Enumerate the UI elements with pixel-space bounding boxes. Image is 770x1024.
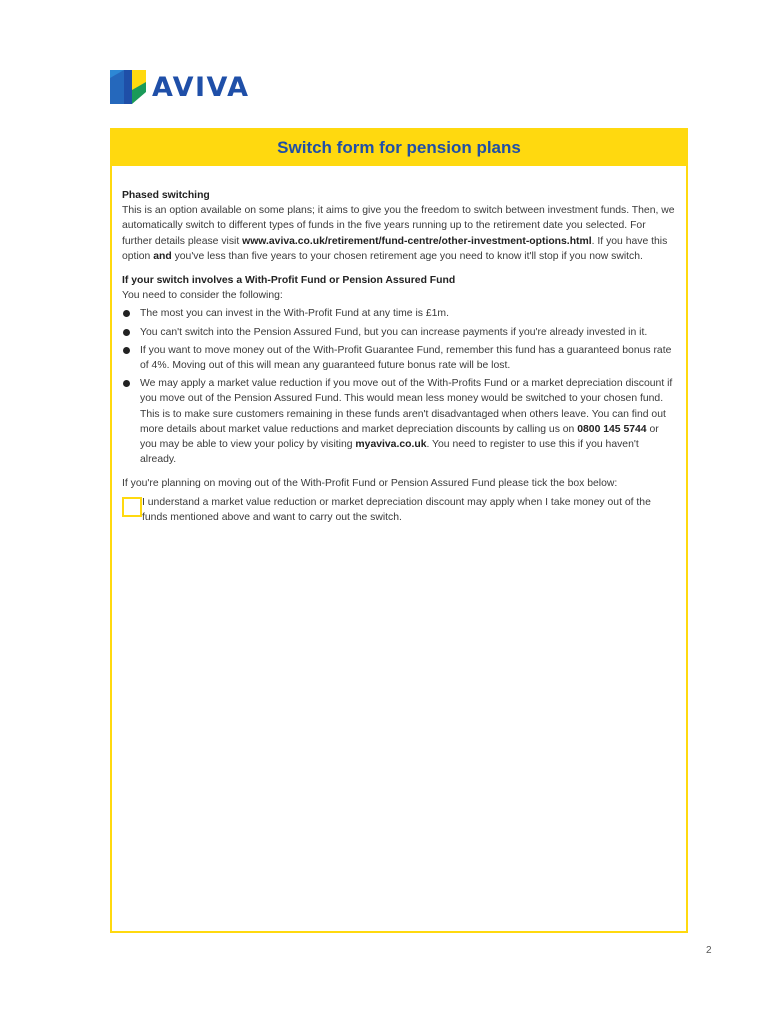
page-title: Switch form for pension plans (277, 138, 521, 157)
bullet4-text-1: We may apply a market value reduction if you move out of the With-Profits Fund or a market depreciation discount if you move out of the Pension Assured Fund. This would mean less money would be switched to your chosen fund. This is to make sure customers remaining in these funds aren't disadvantaged when others leave. You can find out more details about market value reductions and market depreciation discounts by calling us on (140, 378, 673, 435)
with-profit-intro: You need to consider the following: (122, 290, 283, 302)
considerations-list (122, 306, 677, 467)
understand-checkbox-label: I understand a market value reduction or market depreciation discount may apply when I take money out of the funds mentioned above and want to carry out the switch. (142, 496, 651, 523)
phased-switching-paragraph (122, 203, 677, 264)
list-item-text: You can't switch into the Pension Assured Fund, but you can increase payments if you're already invested in it. (140, 326, 648, 338)
aviva-logo (110, 70, 249, 104)
myaviva-link[interactable]: myaviva.co.uk (355, 439, 427, 451)
bullet-icon (123, 380, 130, 387)
aviva-logo-text: AVIVA (152, 71, 250, 103)
phased-switching-heading: Phased switching (122, 190, 210, 201)
bullet-icon (123, 329, 130, 336)
understand-checkbox[interactable] (122, 497, 142, 517)
aviva-logo-mark-icon (110, 70, 146, 104)
list-item (122, 376, 677, 467)
with-profit-heading: If your switch involves a With-Profit Fund or Pension Assured Fund (122, 275, 456, 287)
list-item-text: If you want to move money out of the With-Profit Guarantee Fund, remember this fund has a guaranteed bonus rate of 4%. Moving out of this will mean any guaranteed future bonus rate will be lost. (140, 344, 672, 372)
bullet4-text-2: or you may be able to view your policy by visiting (140, 423, 659, 451)
list-item-text: The most you can invest in the With-Profit Fund at any time is £1m. (140, 308, 449, 320)
list-item (122, 306, 677, 321)
title-banner (112, 130, 686, 166)
form-frame (110, 128, 688, 933)
fund-centre-link[interactable]: www.aviva.co.uk/retirement/fund-centre/other-investment-options.html (242, 235, 592, 247)
phased-text-1: This is an option available on some plans; it aims to give you the freedom to switch between investment funds. Then, we automatically switch to different types of funds in the five years running up to the retirement date you selected. For further details please visit (122, 205, 675, 247)
phased-text-2: . If you have this option (122, 235, 668, 262)
phased-and-emphasis: and (153, 250, 172, 262)
list-item (122, 343, 677, 373)
phased-text-3: you've less than five years to your chosen retirement age you need to know it'll stop if you now switch. (171, 250, 643, 262)
page-number: 2 (706, 945, 712, 956)
tick-instruction: If you're planning on moving out of the With-Profit Fund or Pension Assured Fund please tick the box below: (122, 478, 618, 490)
form-content (112, 166, 686, 525)
bullet-icon (123, 347, 130, 354)
bullet-icon (123, 310, 130, 317)
bullet4-text-3: . You need to register to use this if you haven't already. (140, 439, 639, 466)
understand-checkbox-row (122, 495, 677, 525)
phone-number[interactable]: 0800 145 5744 (577, 423, 647, 435)
list-item (122, 325, 677, 340)
